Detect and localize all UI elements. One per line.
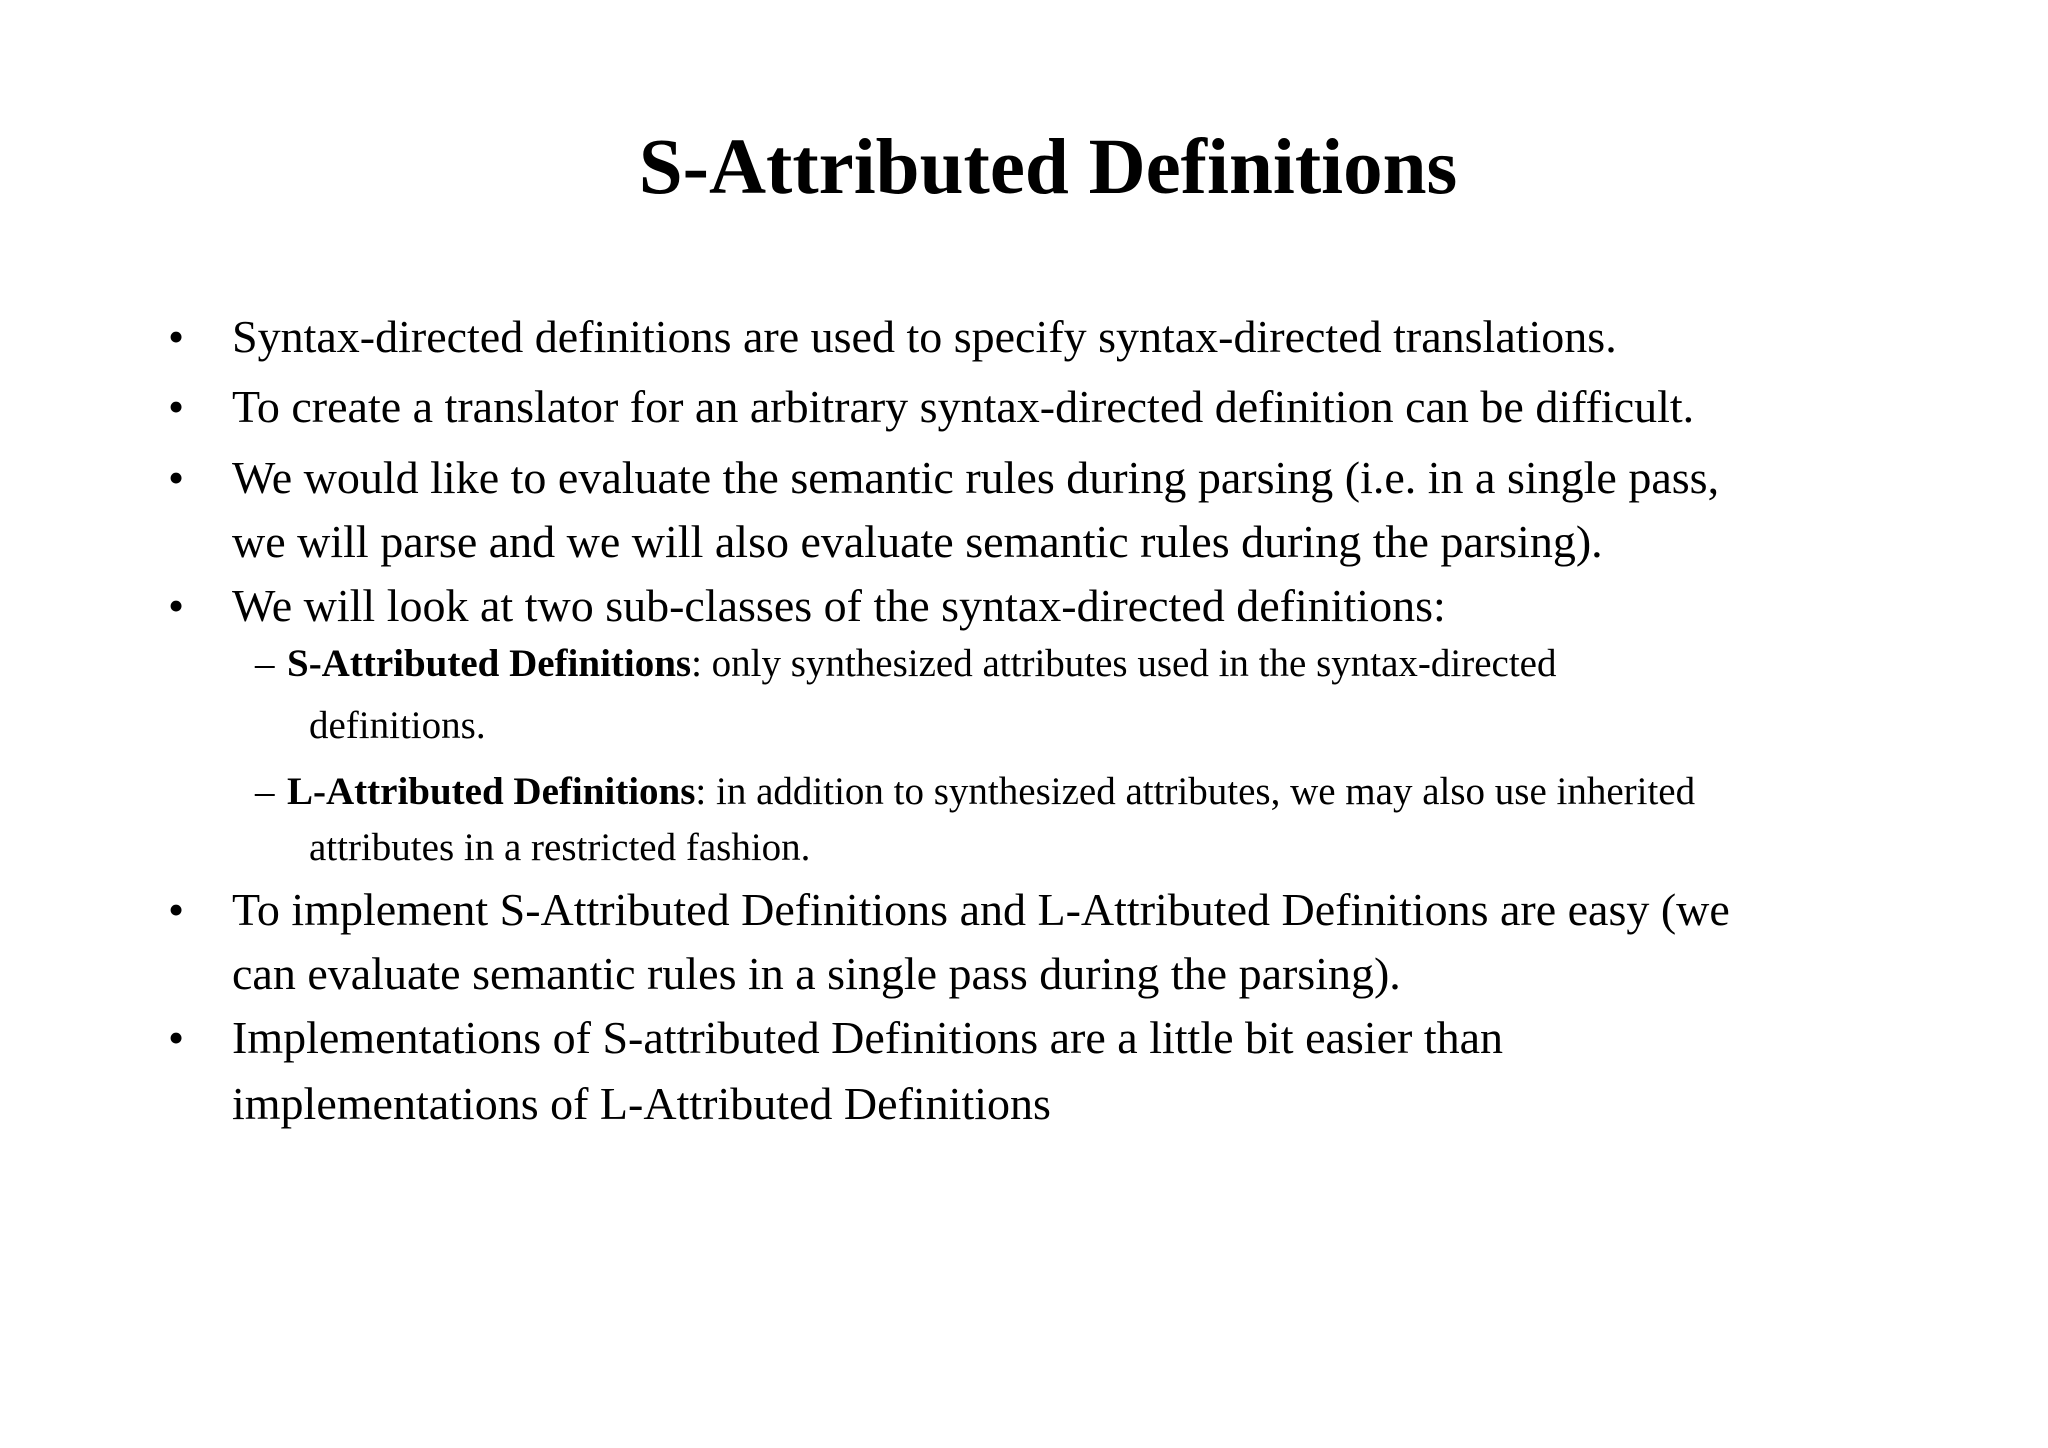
- dash-marker: –: [255, 770, 275, 813]
- sub-item-text: attributes in a restricted fashion.: [309, 826, 811, 869]
- bullet-text: To create a translator for an arbitrary syntax-directed definition can be difficult.: [232, 381, 1695, 432]
- bullet-text: To implement S-Attributed Definitions and L-Attributed Definitions are easy (we: [232, 884, 1730, 935]
- bullet-text: implementations of L-Attributed Definitions: [232, 1078, 1051, 1129]
- bullet-marker: •: [168, 1012, 185, 1063]
- bullet-text: Implementations of S-attributed Definitions are a little bit easier than: [232, 1012, 1504, 1063]
- bullet-text: We would like to evaluate the semantic rules during parsing (i.e. in a single pass,: [232, 452, 1720, 503]
- bullet-marker: •: [168, 580, 185, 631]
- bullet-text: we will parse and we will also evaluate semantic rules during the parsing).: [232, 516, 1603, 567]
- sub-item-text: [287, 763, 1695, 821]
- slide-title: S-Attributed Definitions: [638, 124, 1458, 211]
- dash-marker: –: [255, 642, 275, 685]
- sub-item-rest: : only synthesized attributes used in the syntax-directed: [691, 642, 1557, 685]
- sub-item-term: S-Attributed Definitions: [287, 642, 692, 685]
- sub-item-term: L-Attributed Definitions: [287, 770, 696, 813]
- sub-item-text: [287, 635, 1556, 693]
- bullet-text: Syntax-directed definitions are used to specify syntax-directed translations.: [232, 311, 1617, 362]
- bullet-text: We will look at two sub-classes of the syntax-directed definitions:: [232, 580, 1446, 631]
- sub-item-rest: : in addition to synthesized attributes, we may also use inherited: [695, 770, 1696, 813]
- sub-item-text: definitions.: [309, 704, 486, 747]
- bullet-marker: •: [168, 311, 185, 362]
- bullet-marker: •: [168, 452, 185, 503]
- bullet-text: can evaluate semantic rules in a single pass during the parsing).: [232, 948, 1401, 999]
- bullet-marker: •: [168, 381, 185, 432]
- bullet-marker: •: [168, 884, 185, 935]
